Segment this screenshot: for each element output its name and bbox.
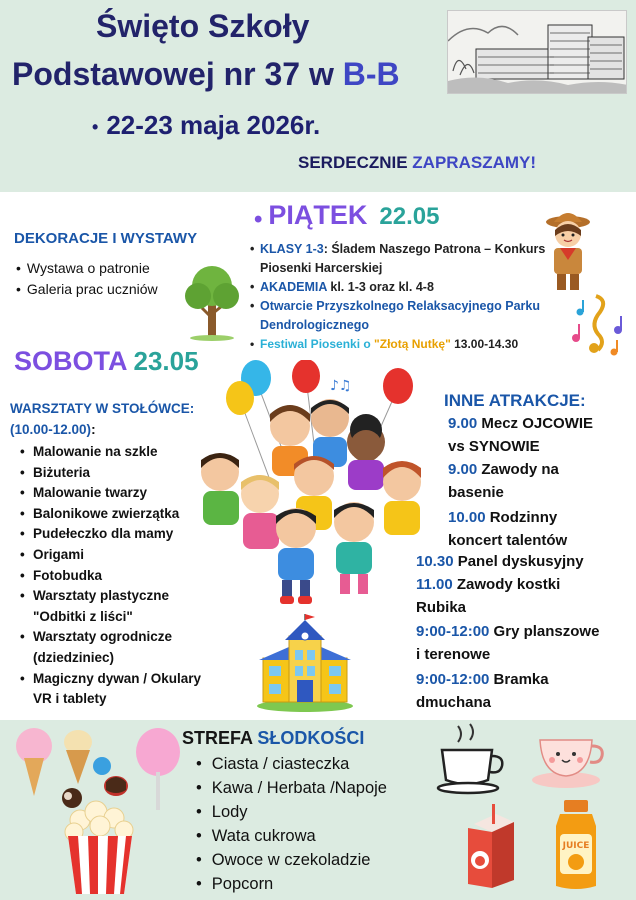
school-building-icon: [255, 614, 355, 714]
item-text: i terenowe: [416, 646, 491, 663]
children-with-balloons: [170, 360, 440, 610]
list-item: • Malowanie twarzy: [20, 483, 210, 504]
list-item: • Ciasta / ciasteczka: [196, 752, 387, 776]
item-rest: kl. 1-3 oraz kl. 4-8: [326, 280, 434, 294]
inne-item: [416, 550, 584, 573]
inne-item: [416, 668, 549, 691]
piatek-heading: [254, 200, 439, 234]
item-text: Rubika: [416, 599, 467, 616]
inne-item: [448, 412, 593, 435]
item-time: 10.30: [416, 553, 454, 570]
item-time: 11.00: [416, 576, 453, 593]
list-item: • Warsztaty ogrodnicze (dziedziniec): [20, 627, 210, 668]
event-date-text: 22-23 maja 2026r.: [106, 110, 321, 140]
item-time: 9:00-12:00: [416, 671, 490, 688]
item-lead: Festiwal Piosenki o: [260, 337, 375, 351]
warsztaty-title: [10, 398, 194, 440]
list-item: [250, 335, 560, 354]
inne-item: [416, 596, 466, 619]
piatek-date: 22.05: [379, 203, 440, 230]
title-line-2-accent: B-B: [342, 56, 400, 92]
item-lead: KLASY 1-3: [260, 242, 324, 256]
dekoracje-title: DEKORACJE I WYSTAWY: [14, 230, 198, 247]
inne-item: [416, 643, 490, 666]
event-date: [92, 110, 320, 141]
piatek-list: [250, 240, 560, 354]
sobota-day: SOBOTA: [14, 346, 128, 376]
inne-item: [416, 620, 599, 643]
coffee-cup-icon: [434, 722, 508, 796]
list-item: [250, 297, 560, 335]
juice-label: JUICE: [562, 841, 590, 851]
apple-juice-box-icon: [462, 800, 518, 890]
list-item: • Wata cukrowa: [196, 824, 387, 848]
list-item: • Lody: [196, 800, 387, 824]
item-text: Panel dyskusyjny: [453, 553, 584, 570]
list-item: • Balonikowe zwierzątka: [20, 504, 210, 525]
title-line-2-text: Podstawowej nr 37 w: [12, 56, 343, 92]
dekoracje-list: [16, 258, 158, 300]
list-item: [250, 240, 560, 278]
item-text: Zawody kostki: [452, 576, 561, 593]
item-quote: "Złotą Nutkę": [374, 337, 451, 351]
slodkosci-title-a: STREFA: [182, 728, 258, 748]
item-text: basenie: [448, 484, 504, 501]
piatek-day: PIĄTEK: [268, 200, 368, 230]
invite-text-a: SERDECZNIE: [298, 153, 413, 172]
title-line-2: [12, 56, 400, 93]
item-lead: AKADEMIA: [260, 280, 327, 294]
item-rest: : Śladem Naszego Patrona – Konkurs Piosenki Harcerskiej: [260, 242, 546, 275]
inne-item: [448, 529, 567, 552]
inne-item: [448, 481, 504, 504]
list-item: • Pudełeczko dla mamy: [20, 524, 210, 545]
scout-child-icon: [540, 208, 596, 294]
list-item: • Magiczny dywan / Okulary VR i tablety: [20, 669, 210, 710]
item-text: Gry planszowe: [489, 623, 600, 640]
inne-atrakcje-title: INNE ATRAKCJE:: [444, 391, 586, 410]
sobota-date: 23.05: [133, 346, 199, 376]
popcorn-icon: [62, 800, 138, 896]
item-text: vs SYNOWIE: [448, 438, 540, 455]
item-time: 9.00: [448, 461, 478, 478]
invite-text: [298, 153, 536, 173]
list-item: • Warsztaty plastyczne "Odbitki z liści": [20, 586, 210, 627]
item-time: 10.00: [448, 509, 486, 526]
slodkosci-title-b: SŁODKOŚCI: [257, 728, 365, 748]
list-item: • Wystawa o patronie: [16, 258, 158, 279]
warsztaty-time: [10, 419, 194, 440]
date-bullet: •: [92, 116, 99, 137]
strefa-slodkosci-title: [182, 728, 364, 749]
orange-juice-bottle-icon: [548, 798, 604, 892]
list-item: • Owoce w czekoladzie: [196, 848, 387, 872]
list-item: • Galeria prac uczniów: [16, 279, 158, 300]
title-line-1: Święto Szkoły: [96, 8, 310, 44]
item-text: Bramka: [489, 671, 549, 688]
warsztaty-title-text: WARSZTATY W STOŁÓWCE:: [10, 401, 195, 416]
item-text: Zawody na: [477, 461, 559, 478]
music-notes-icon: [568, 290, 628, 360]
list-item: • Fotobudka: [20, 566, 210, 587]
item-text: koncert talentów: [448, 532, 568, 549]
invite-text-b: ZAPRASZAMY!: [412, 153, 537, 172]
tea-cup-icon: [530, 730, 606, 790]
item-lead: Otwarcie Przyszkolnego Relaksacyjnego Parku Dendrologicznego: [260, 299, 540, 332]
piatek-bullet: •: [254, 205, 263, 233]
list-item: [250, 278, 560, 297]
school-building-photo: [447, 10, 627, 94]
slodkosci-list: [196, 752, 387, 896]
tree-icon: [180, 262, 244, 342]
item-time: 9.00: [448, 415, 478, 432]
inne-item: [448, 506, 557, 529]
item-time: 9:00-12:00: [416, 623, 490, 640]
list-item: • Kawa / Herbata /Napoje: [196, 776, 387, 800]
svg-text:♪♫: ♪♫: [330, 378, 352, 394]
warsztaty-time-text: (10.00-12.00): [10, 422, 92, 437]
warsztaty-colon: :: [91, 422, 96, 437]
item-rest: 13.00-14.30: [450, 337, 519, 351]
inne-item: [448, 458, 559, 481]
inne-item: [448, 435, 540, 458]
list-item: • Biżuteria: [20, 463, 210, 484]
item-text: Rodzinny: [485, 509, 558, 526]
inne-item: [416, 691, 491, 714]
inne-item: [416, 573, 560, 596]
list-item: • Origami: [20, 545, 210, 566]
item-text: dmuchana: [416, 694, 492, 711]
item-text: Mecz OJCOWIE: [477, 415, 594, 432]
list-item: • Malowanie na szkle: [20, 442, 210, 463]
list-item: • Popcorn: [196, 872, 387, 896]
